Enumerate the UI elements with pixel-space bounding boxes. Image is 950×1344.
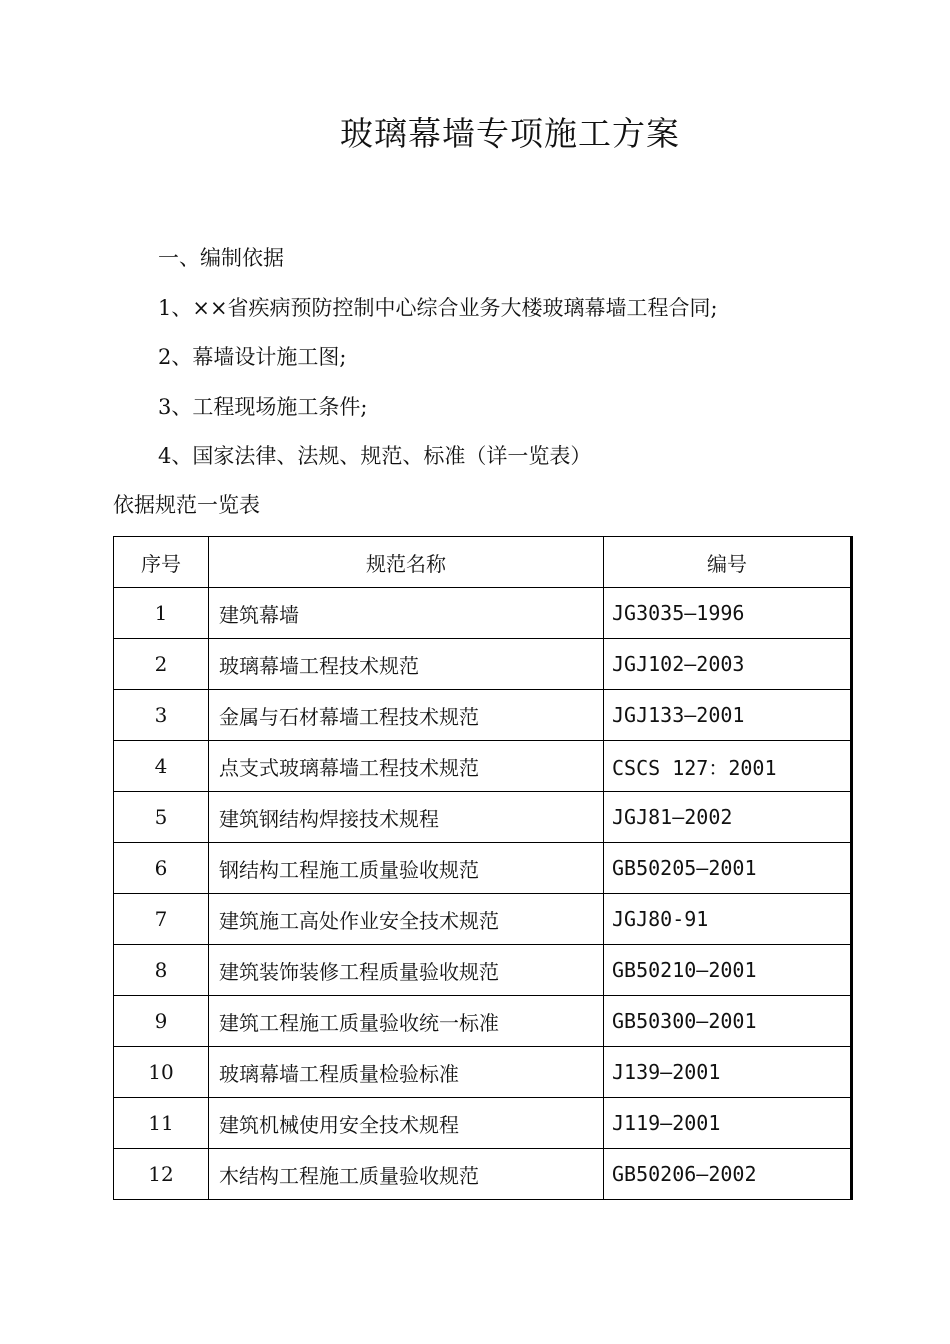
row-serial-no: 11 [114, 1098, 209, 1149]
row-standard-code: J119—2001 [604, 1098, 852, 1149]
row-standard-name: 建筑施工高处作业安全技术规范 [209, 894, 604, 945]
basis-item-2: 2、幕墙设计施工图; [158, 345, 347, 369]
row-serial-no: 9 [114, 996, 209, 1047]
row-standard-name: 玻璃幕墙工程技术规范 [209, 639, 604, 690]
row-standard-name: 建筑机械使用安全技术规程 [209, 1098, 604, 1149]
row-standard-code: JG3035—1996 [604, 588, 852, 639]
row-serial-no: 10 [114, 1047, 209, 1098]
row-standard-code: GB50210—2001 [604, 945, 852, 996]
table-header-row [114, 537, 852, 588]
row-standard-name: 建筑钢结构焊接技术规程 [209, 792, 604, 843]
table-row [114, 1098, 852, 1149]
header-serial-no: 序号 [114, 537, 209, 588]
table-row [114, 1149, 852, 1200]
standards-table [113, 536, 853, 1200]
row-standard-code: JGJ80-91 [604, 894, 852, 945]
row-standard-name: 建筑装饰装修工程质量验收规范 [209, 945, 604, 996]
table-row [114, 690, 852, 741]
basis-item-1: 1、××省疾病预防控制中心综合业务大楼玻璃幕墙工程合同; [158, 296, 718, 320]
row-standard-name: 玻璃幕墙工程质量检验标准 [209, 1047, 604, 1098]
row-standard-name: 建筑幕墙 [209, 588, 604, 639]
row-standard-code: J139—2001 [604, 1047, 852, 1098]
row-serial-no: 7 [114, 894, 209, 945]
row-standard-name: 点支式玻璃幕墙工程技术规范 [209, 741, 604, 792]
row-standard-code: GB50205—2001 [604, 843, 852, 894]
table-row [114, 792, 852, 843]
row-serial-no: 12 [114, 1149, 209, 1200]
row-standard-name: 钢结构工程施工质量验收规范 [209, 843, 604, 894]
table-row [114, 894, 852, 945]
row-serial-no: 3 [114, 690, 209, 741]
row-standard-name: 木结构工程施工质量验收规范 [209, 1149, 604, 1200]
header-standard-name: 规范名称 [209, 537, 604, 588]
row-standard-code: GB50206—2002 [604, 1149, 852, 1200]
row-standard-code: JGJ133—2001 [604, 690, 852, 741]
header-standard-code: 编号 [604, 537, 852, 588]
row-standard-code: JGJ81—2002 [604, 792, 852, 843]
row-standard-code: GB50300—2001 [604, 996, 852, 1047]
row-serial-no: 4 [114, 741, 209, 792]
row-standard-name: 金属与石材幕墙工程技术规范 [209, 690, 604, 741]
table-body [114, 588, 852, 1200]
row-standard-code: CSCS 127：2001 [604, 741, 852, 792]
basis-item-4: 4、国家法律、法规、规范、标准（详一览表） [158, 444, 592, 468]
row-standard-name: 建筑工程施工质量验收统一标准 [209, 996, 604, 1047]
table-row [114, 945, 852, 996]
document-title: 玻璃幕墙专项施工方案 [340, 114, 680, 153]
table-row [114, 741, 852, 792]
basis-item-3: 3、工程现场施工条件; [158, 395, 368, 419]
table-row [114, 996, 852, 1047]
row-serial-no: 1 [114, 588, 209, 639]
table-row [114, 588, 852, 639]
table-row [114, 1047, 852, 1098]
row-standard-code: JGJ102—2003 [604, 639, 852, 690]
row-serial-no: 2 [114, 639, 209, 690]
section-heading: 一、编制依据 [158, 246, 284, 270]
row-serial-no: 8 [114, 945, 209, 996]
table-row [114, 639, 852, 690]
row-serial-no: 5 [114, 792, 209, 843]
table-caption: 依据规范一览表 [113, 493, 260, 517]
table-row [114, 843, 852, 894]
row-serial-no: 6 [114, 843, 209, 894]
